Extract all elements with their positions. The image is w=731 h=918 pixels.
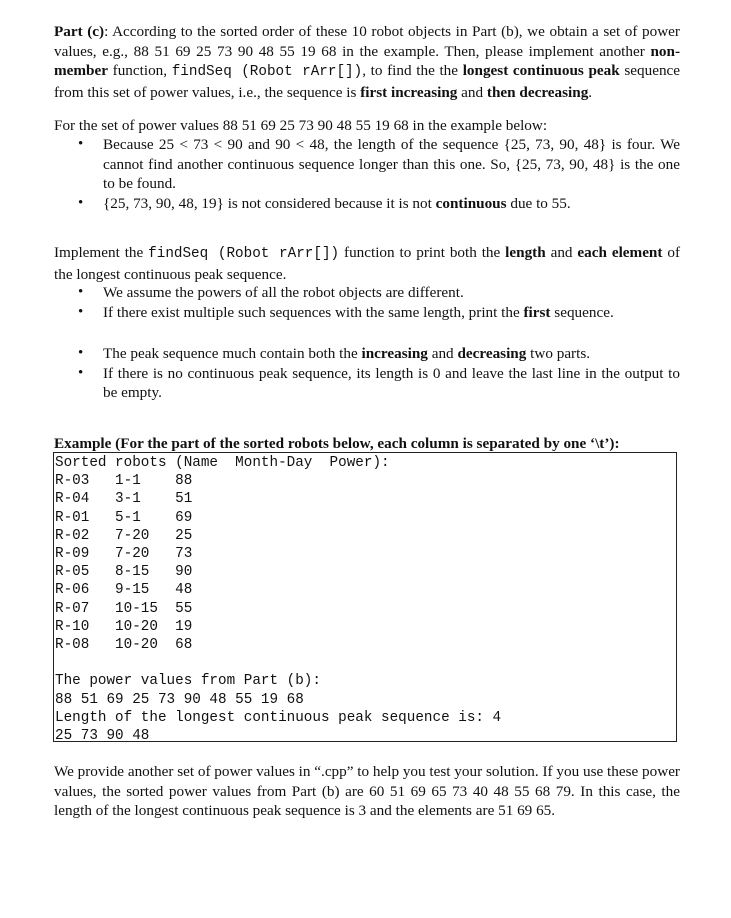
each-element-bold: each element: [577, 244, 663, 261]
bullet-text: {25, 73, 90, 48, 19} is not considered because it is not: [103, 194, 436, 212]
example-code-box: [53, 452, 677, 745]
implement-paragraph: [54, 243, 680, 284]
example-intro: For the set of power values 88 51 69 25 73 90 48 55 19 68 in the example below:: [54, 117, 548, 134]
part-c-text-4: sequence from this set of power values, i.e., the sequence is: [54, 62, 681, 101]
decreasing-bold: decreasing: [457, 345, 527, 362]
implement-text-3: and: [545, 244, 578, 261]
implement-text-2: function to print both the: [339, 244, 506, 261]
findseq-code: findSeq (Robot rArr[]): [148, 246, 340, 262]
example-bullets: [54, 135, 680, 213]
part-c-text-1: : According to the sorted order of these 10 robot objects in Part (b), we obtain a set of power values, e.g., 88 51 69 25 73 90 48 55 19 68 in the example. Then, please implement another: [54, 23, 680, 60]
example-heading: Example (For the part of the sorted robots below, each column is separated by one ‘\t’):: [54, 435, 620, 452]
bullet-item: • Because 25 < 73 < 90 and 90 < 48, the length of the sequence {25, 73, 90, 48} is four. We cannot find another continuous sequence longer than this one. So, {25, 73, 90, 48} is the one to be found.: [54, 135, 680, 194]
part-c-text-6: .: [588, 83, 593, 101]
length-bold: length: [505, 244, 546, 261]
bullet-text: due to 55.: [506, 194, 571, 212]
bullet-text: If there exist multiple such sequences with the same length, print the: [103, 303, 524, 321]
first-bold: first: [523, 303, 551, 321]
bullet-text: two parts.: [526, 345, 591, 362]
bullet-item: • If there is no continuous peak sequence, its length is 0 and leave the last line in the output to be empty.: [54, 364, 680, 403]
bullet-item: [54, 194, 680, 214]
bullet-text: sequence.: [550, 303, 614, 321]
findseq-code: findSeq (Robot rArr[]): [171, 64, 363, 80]
part-c-text-3: , to find the the: [362, 62, 463, 79]
longest-peak-bold: longest continuous peak: [462, 62, 620, 79]
then-decreasing-bold: then decreasing: [486, 83, 589, 101]
example-code: Sorted robots (Name Month-Day Power): R-03 1-1 88 R-04 3-1 51 R-01 5-1 69 R-02 7-20 25 R-09 7-20 73 R-05 8-15 90 R-06 9-15 48 R-07 10-15 55 R-10 10-20 19 R-08 10-20 68 The power values from Part (b): 88 51 69 25 73 90 48 55 19 68 Length of the longest continuous peak sequence is: 4 25 73 90 48: [55, 455, 502, 745]
part-label: Part (c): [54, 23, 105, 40]
part-c-text-5: and: [457, 83, 487, 101]
part-c-text-2: function,: [107, 62, 172, 79]
requirement-bullets: [54, 344, 680, 403]
implement-text-4: of the longest continuous peak sequence.: [54, 244, 681, 283]
bullet-text: The peak sequence much contain both the: [103, 345, 362, 362]
bullet-item: [54, 344, 680, 364]
bullet-item: [54, 303, 680, 323]
test-paragraph: We provide another set of power values in “.cpp” to help you test your solution. If you use these power values, the sorted power values from Part (b) are 60 51 69 65 73 40 48 55 68 79. In this case, the length of the longest continuous peak sequence is 3 and the elements are 51 69 65.: [54, 763, 680, 819]
bullet-text: and: [427, 345, 458, 362]
non-member-bold: non-member: [54, 42, 680, 79]
bullet-item: • We assume the powers of all the robot objects are different.: [54, 283, 680, 303]
continuous-bold: continuous: [435, 194, 507, 212]
assumption-bullets: [54, 283, 680, 322]
part-c-paragraph: [54, 22, 680, 102]
first-increasing-bold: first increasing: [360, 83, 458, 101]
implement-text-1: Implement the: [54, 244, 149, 261]
increasing-bold: increasing: [361, 345, 428, 362]
